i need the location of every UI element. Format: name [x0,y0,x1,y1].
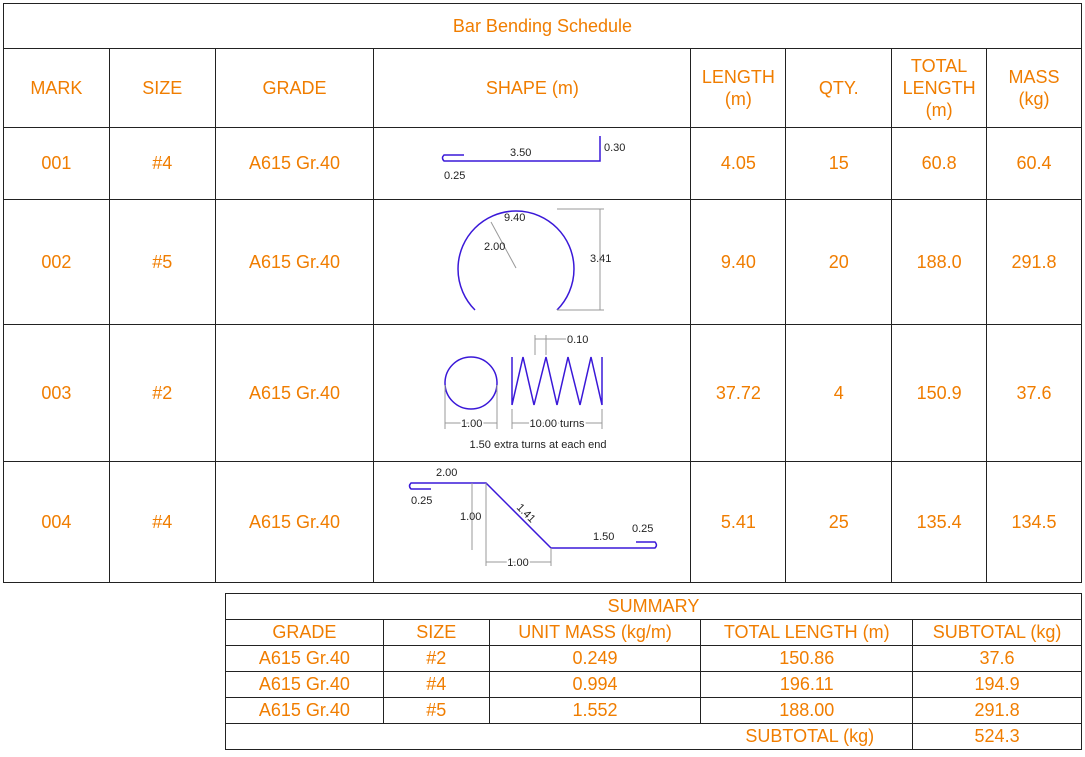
cell-length: 9.40 [691,200,786,325]
summary-cell-grade: A615 Gr.40 [226,672,384,698]
summary-row [226,646,1082,672]
schedule-title: Bar Bending Schedule [4,4,1082,49]
summary-table [225,593,1082,750]
cell-size: #4 [109,128,215,200]
header-grade: GRADE [215,49,374,128]
bar-bending-schedule-table [3,3,1082,583]
dim-run: 1.00 [507,557,530,569]
dim-b: 0.30 [604,142,626,154]
cell-total: 60.8 [892,128,987,200]
dim-note: 1.50 extra turns at each end [469,439,607,451]
dim-diag: 1.41 [514,501,538,526]
cell-mark: 003 [4,325,110,462]
cell-mark: 002 [4,200,110,325]
dim-arc: 9.40 [504,212,526,224]
summary-footer-label: SUBTOTAL (kg) [226,724,913,750]
cell-total: 135.4 [892,462,987,583]
cell-length: 37.72 [691,325,786,462]
summary-cell-size: #5 [383,698,489,724]
summary-cell-grade: A615 Gr.40 [226,698,384,724]
summary-row [226,698,1082,724]
dim-hook-right: 0.25 [632,523,654,535]
table-row [4,325,1082,462]
summary-title: SUMMARY [226,594,1082,620]
header-qty: QTY. [786,49,892,128]
cell-qty: 25 [786,462,892,583]
summary-cell-size: #2 [383,646,489,672]
summary-header-unit-mass: UNIT MASS (kg/m) [489,620,701,646]
table-row [4,128,1082,200]
dim-a: 3.50 [510,147,532,159]
dim-radius: 2.00 [484,241,506,253]
cell-length: 5.41 [691,462,786,583]
summary-cell-unit-mass: 0.249 [489,646,701,672]
dim-bottom: 1.50 [593,531,615,543]
shape-004-diagram [374,462,690,577]
cell-grade: A615 Gr.40 [215,462,374,583]
summary-cell-total-length: 150.86 [701,646,913,672]
header-size: SIZE [109,49,215,128]
header-length: LENGTH (m) [691,49,786,128]
header-mass: MASS (kg) [987,49,1082,128]
dim-diameter: 1.00 [461,418,483,430]
summary-cell-unit-mass: 0.994 [489,672,701,698]
cell-grade: A615 Gr.40 [215,200,374,325]
summary-header-total-length: TOTAL LENGTH (m) [701,620,913,646]
summary-header-grade: GRADE [226,620,384,646]
header-mark: MARK [4,49,110,128]
cell-mark: 001 [4,128,110,200]
shape-003-diagram [374,325,690,456]
dim-pitch: 0.10 [567,334,589,346]
dim-c: 0.25 [444,170,466,182]
summary-cell-unit-mass: 1.552 [489,698,701,724]
summary-footer-value: 524.3 [913,724,1082,750]
summary-cell-subtotal: 194.9 [913,672,1082,698]
summary-header-size: SIZE [383,620,489,646]
cell-mass: 60.4 [987,128,1082,200]
cell-size: #5 [109,200,215,325]
summary-header-subtotal: SUBTOTAL (kg) [913,620,1082,646]
cell-shape [374,200,691,325]
dim-turns: 10.00 turns [529,418,585,430]
header-total-length: TOTAL LENGTH (m) [892,49,987,128]
cell-qty: 15 [786,128,892,200]
cell-mass: 37.6 [987,325,1082,462]
cell-size: #4 [109,462,215,583]
cell-mass: 134.5 [987,462,1082,583]
header-shape: SHAPE (m) [374,49,691,128]
summary-footer-row [226,724,1082,750]
cell-length: 4.05 [691,128,786,200]
cell-shape [374,325,691,462]
summary-cell-total-length: 196.11 [701,672,913,698]
cell-grade: A615 Gr.40 [215,325,374,462]
cell-mark: 004 [4,462,110,583]
summary-cell-subtotal: 291.8 [913,698,1082,724]
dim-rise: 1.00 [460,511,482,523]
shape-001-diagram [374,128,690,194]
cell-shape [374,462,691,583]
table-row [4,462,1082,583]
cell-qty: 4 [786,325,892,462]
summary-row [226,672,1082,698]
summary-cell-grade: A615 Gr.40 [226,646,384,672]
cell-total: 150.9 [892,325,987,462]
cell-total: 188.0 [892,200,987,325]
summary-cell-total-length: 188.00 [701,698,913,724]
cell-grade: A615 Gr.40 [215,128,374,200]
cell-shape [374,128,691,200]
cell-size: #2 [109,325,215,462]
cell-qty: 20 [786,200,892,325]
dim-height: 3.41 [590,253,612,265]
summary-cell-subtotal: 37.6 [913,646,1082,672]
dim-top: 2.00 [436,467,458,479]
cell-mass: 291.8 [987,200,1082,325]
summary-cell-size: #4 [383,672,489,698]
shape-002-diagram [374,200,690,319]
dim-hook-left: 0.25 [411,495,433,507]
table-row [4,200,1082,325]
